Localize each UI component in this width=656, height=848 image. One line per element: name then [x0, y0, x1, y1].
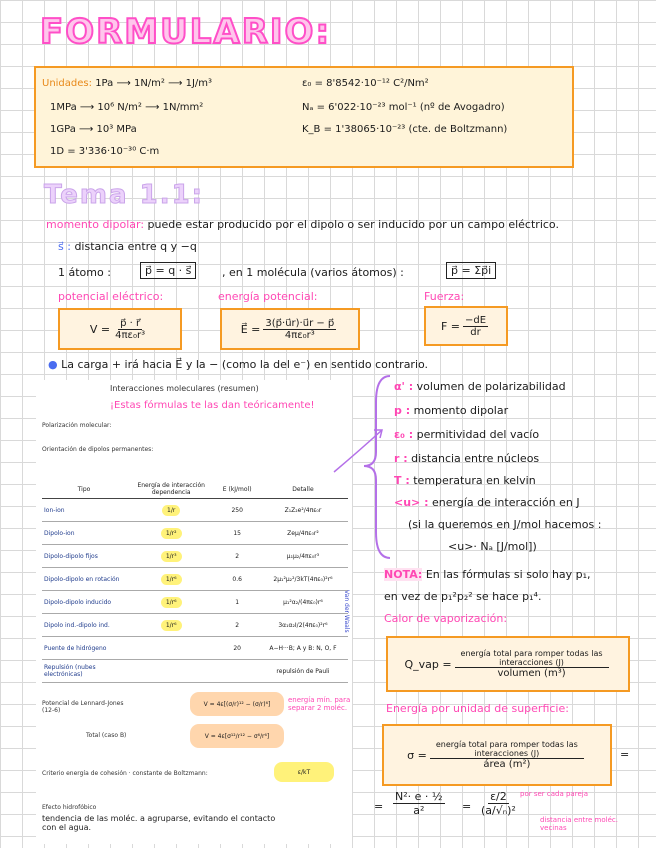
last-equals: = [374, 800, 384, 813]
molecule-formula: p⃗ = Σp⃗i [446, 262, 496, 279]
summary-document [36, 380, 352, 844]
table-row: Dipolo-dipolo en rotación 1/r⁶ 0.6 2μ₁²μ₂²/3kT(4πε₀)²r⁶ [42, 568, 348, 591]
atom-formula: p⃗ = q · s⃗ [140, 262, 196, 279]
atom-label: 1 átomo : [58, 266, 111, 279]
equals-sign: = [620, 748, 630, 761]
col-dependencia: Energía de interacción dependencia [126, 480, 216, 499]
units-line-2: 1MPa ⟶ 10⁶ N/m² ⟶ 1N/mm² [50, 102, 204, 113]
units-label: Unidades: [42, 78, 92, 89]
def-epsilon: ε₀ : permitividad del vacío [394, 428, 540, 441]
dipole-definition [46, 218, 559, 231]
section-heading: Tema 1.1: [44, 180, 205, 210]
last-equals-2: = [462, 800, 472, 813]
units-line-4: 1D = 3'336·10⁻³⁰ C·m [50, 146, 160, 157]
table-row: Dipolo-ion 1/r² 15 Zeμ/4πε₀r² [42, 522, 348, 545]
distancia-note: distancia entre moléc. vecinas [540, 816, 618, 832]
dipole-text: puede estar producido por el dipolo o ser inducido por un campo eléctrico. [147, 218, 559, 231]
total-label: Total (caso B) [86, 732, 127, 739]
def-p: p : momento dipolar [394, 404, 509, 417]
energy-formula: E⃗ = $\frac{3(p⃗\cdot u⃗r)\cdot u⃗r - p⃗}{\text{4πε₀r³}}$ [220, 308, 360, 350]
nota: NOTA: En las fórmulas si solo hay p₁, [384, 568, 591, 581]
table-row: Puente de hidrógeno 20 A−H···B; A y B: N, O, F [42, 637, 348, 660]
total-formula: V = 4ε[σ¹²/r¹² − σ⁶/r⁶] [190, 724, 284, 748]
conversion-1: (si la queremos en J/mol hacemos : [408, 518, 602, 531]
energia-title: energía potencial: [218, 290, 318, 303]
dipole-term: momento dipolar: [46, 218, 145, 231]
units-box [34, 66, 574, 168]
fuerza-title: Fuerza: [424, 290, 465, 303]
doc-title: Interacciones moleculares (resumen) [110, 384, 259, 393]
por-pareja-note: por ser cada pareja [520, 790, 588, 798]
const-boltzmann: K_B = 1'38065·10⁻²³ (cte. de Boltzmann) [302, 124, 508, 135]
heat-formula: Q_vap = $\frac{\text{energía total para romper todas las interacciones (J)}}{\text{volumen (m³)}}$ [386, 636, 630, 692]
superficie-title: Energía por unidad de superficie: [386, 702, 569, 715]
lj-formula: V = 4ε[(σ/r)¹² − (σ/r)⁶] [190, 692, 284, 716]
molecule-label: , en 1 molécula (varios átomos) : [222, 266, 404, 279]
surface-formula: σ = $\frac{\text{energía total para romper todas las interacciones (J)}}{\text{área (m²)}}$ [382, 724, 612, 786]
table-row: Ion-ion 1/r 250 Z₁Z₂e²/4πε₀r [42, 499, 348, 522]
doc-orientation: Orientación de dipolos permanentes: [42, 446, 154, 453]
critical-formula: ε/kT [274, 762, 334, 782]
col-detalle: Detalle [258, 480, 348, 499]
lj-label: Potencial de Lennard-Jones (12-6) [42, 700, 124, 714]
const-epsilon: ε₀ = 8'8542·10⁻¹² C²/Nm² [302, 78, 429, 89]
table-row: Dipolo-dipolo inducido 1/r⁶ 1 μ₁²α₂/(4πε₀)r⁶ [42, 591, 348, 614]
critical-text: Criterio energía de cohesión · constante de Boltzmann: [42, 770, 208, 777]
def-T: T : temperatura en kelvin [394, 474, 536, 487]
potential-formula: V = $\frac{p⃗ \cdot r⃗}{\text{4πε₀r³}}$ [58, 308, 182, 350]
const-avogadro: Nₐ = 6'022·10⁻²³ mol⁻¹ (nº de Avogadro) [302, 102, 505, 113]
vdw-side-label: Van der Waals [343, 590, 350, 633]
s-definition: s⃗ : distancia entre q y −q [58, 240, 197, 253]
energia-min-note: energía mín. para separar 2 moléc. [288, 696, 351, 712]
potencial-title: potencial eléctrico: [58, 290, 164, 303]
interaction-table [42, 480, 348, 683]
force-formula: F = $\frac{-dE}{dr}$ [424, 306, 508, 346]
nota-2: en vez de p₁²p₂² se hace p₁⁴. [384, 590, 542, 603]
conversion-2: <u>· Nₐ [J/mol]) [448, 540, 537, 553]
units-line-3: 1GPa ⟶ 10³ MPa [50, 124, 137, 135]
efecto-label: Efecto hidrofóbico [42, 804, 97, 811]
calor-title: Calor de vaporización: [384, 612, 508, 625]
table-row: Dipolo-dipolo fijos 1/r³ 2 μ₁μ₂/4πε₀r³ [42, 545, 348, 568]
charge-note: ● La carga + irá hacia E⃗ y la − (como la del e⁻) en sentido contrario. [48, 358, 429, 371]
def-u: <u> : energía de interacción en J [394, 496, 580, 509]
doc-polarization: Polarización molecular: [42, 422, 112, 429]
table-row: Dipolo ind.-dipolo ind. 1/r⁶ 2 3α₁α₂I/2(4πε₀)²r⁶ [42, 614, 348, 637]
arrow-icon [330, 420, 390, 480]
col-tipo: Tipo [42, 480, 126, 499]
col-energia: E (kJ/mol) [216, 480, 258, 499]
doc-subtitle: ¡Estas fórmulas te las dan teóricamente! [110, 400, 315, 411]
last-fraction-1: $\frac{\text{N²· e · ½}}{\text{a²}}$ [395, 790, 443, 817]
tendencia-text: tendencia de las moléc. a agruparse, evitando el contacto con el agua. [42, 814, 276, 832]
last-fraction-2: $\frac{\varepsilon/2}{\text{(a/√ₙ)²}}$ [481, 790, 516, 817]
table-row: Repulsión (nubes electrónicas) repulsión de Pauli [42, 660, 348, 683]
def-r: r : distancia entre núcleos [394, 452, 540, 465]
page-title: FORMULARIO: [40, 12, 332, 52]
units-line-1: Unidades: 1Pa ⟶ 1N/m² ⟶ 1J/m³ [42, 78, 213, 89]
def-alpha: α' : volumen de polarizabilidad [394, 380, 566, 393]
bullet-icon: ● [48, 358, 58, 371]
